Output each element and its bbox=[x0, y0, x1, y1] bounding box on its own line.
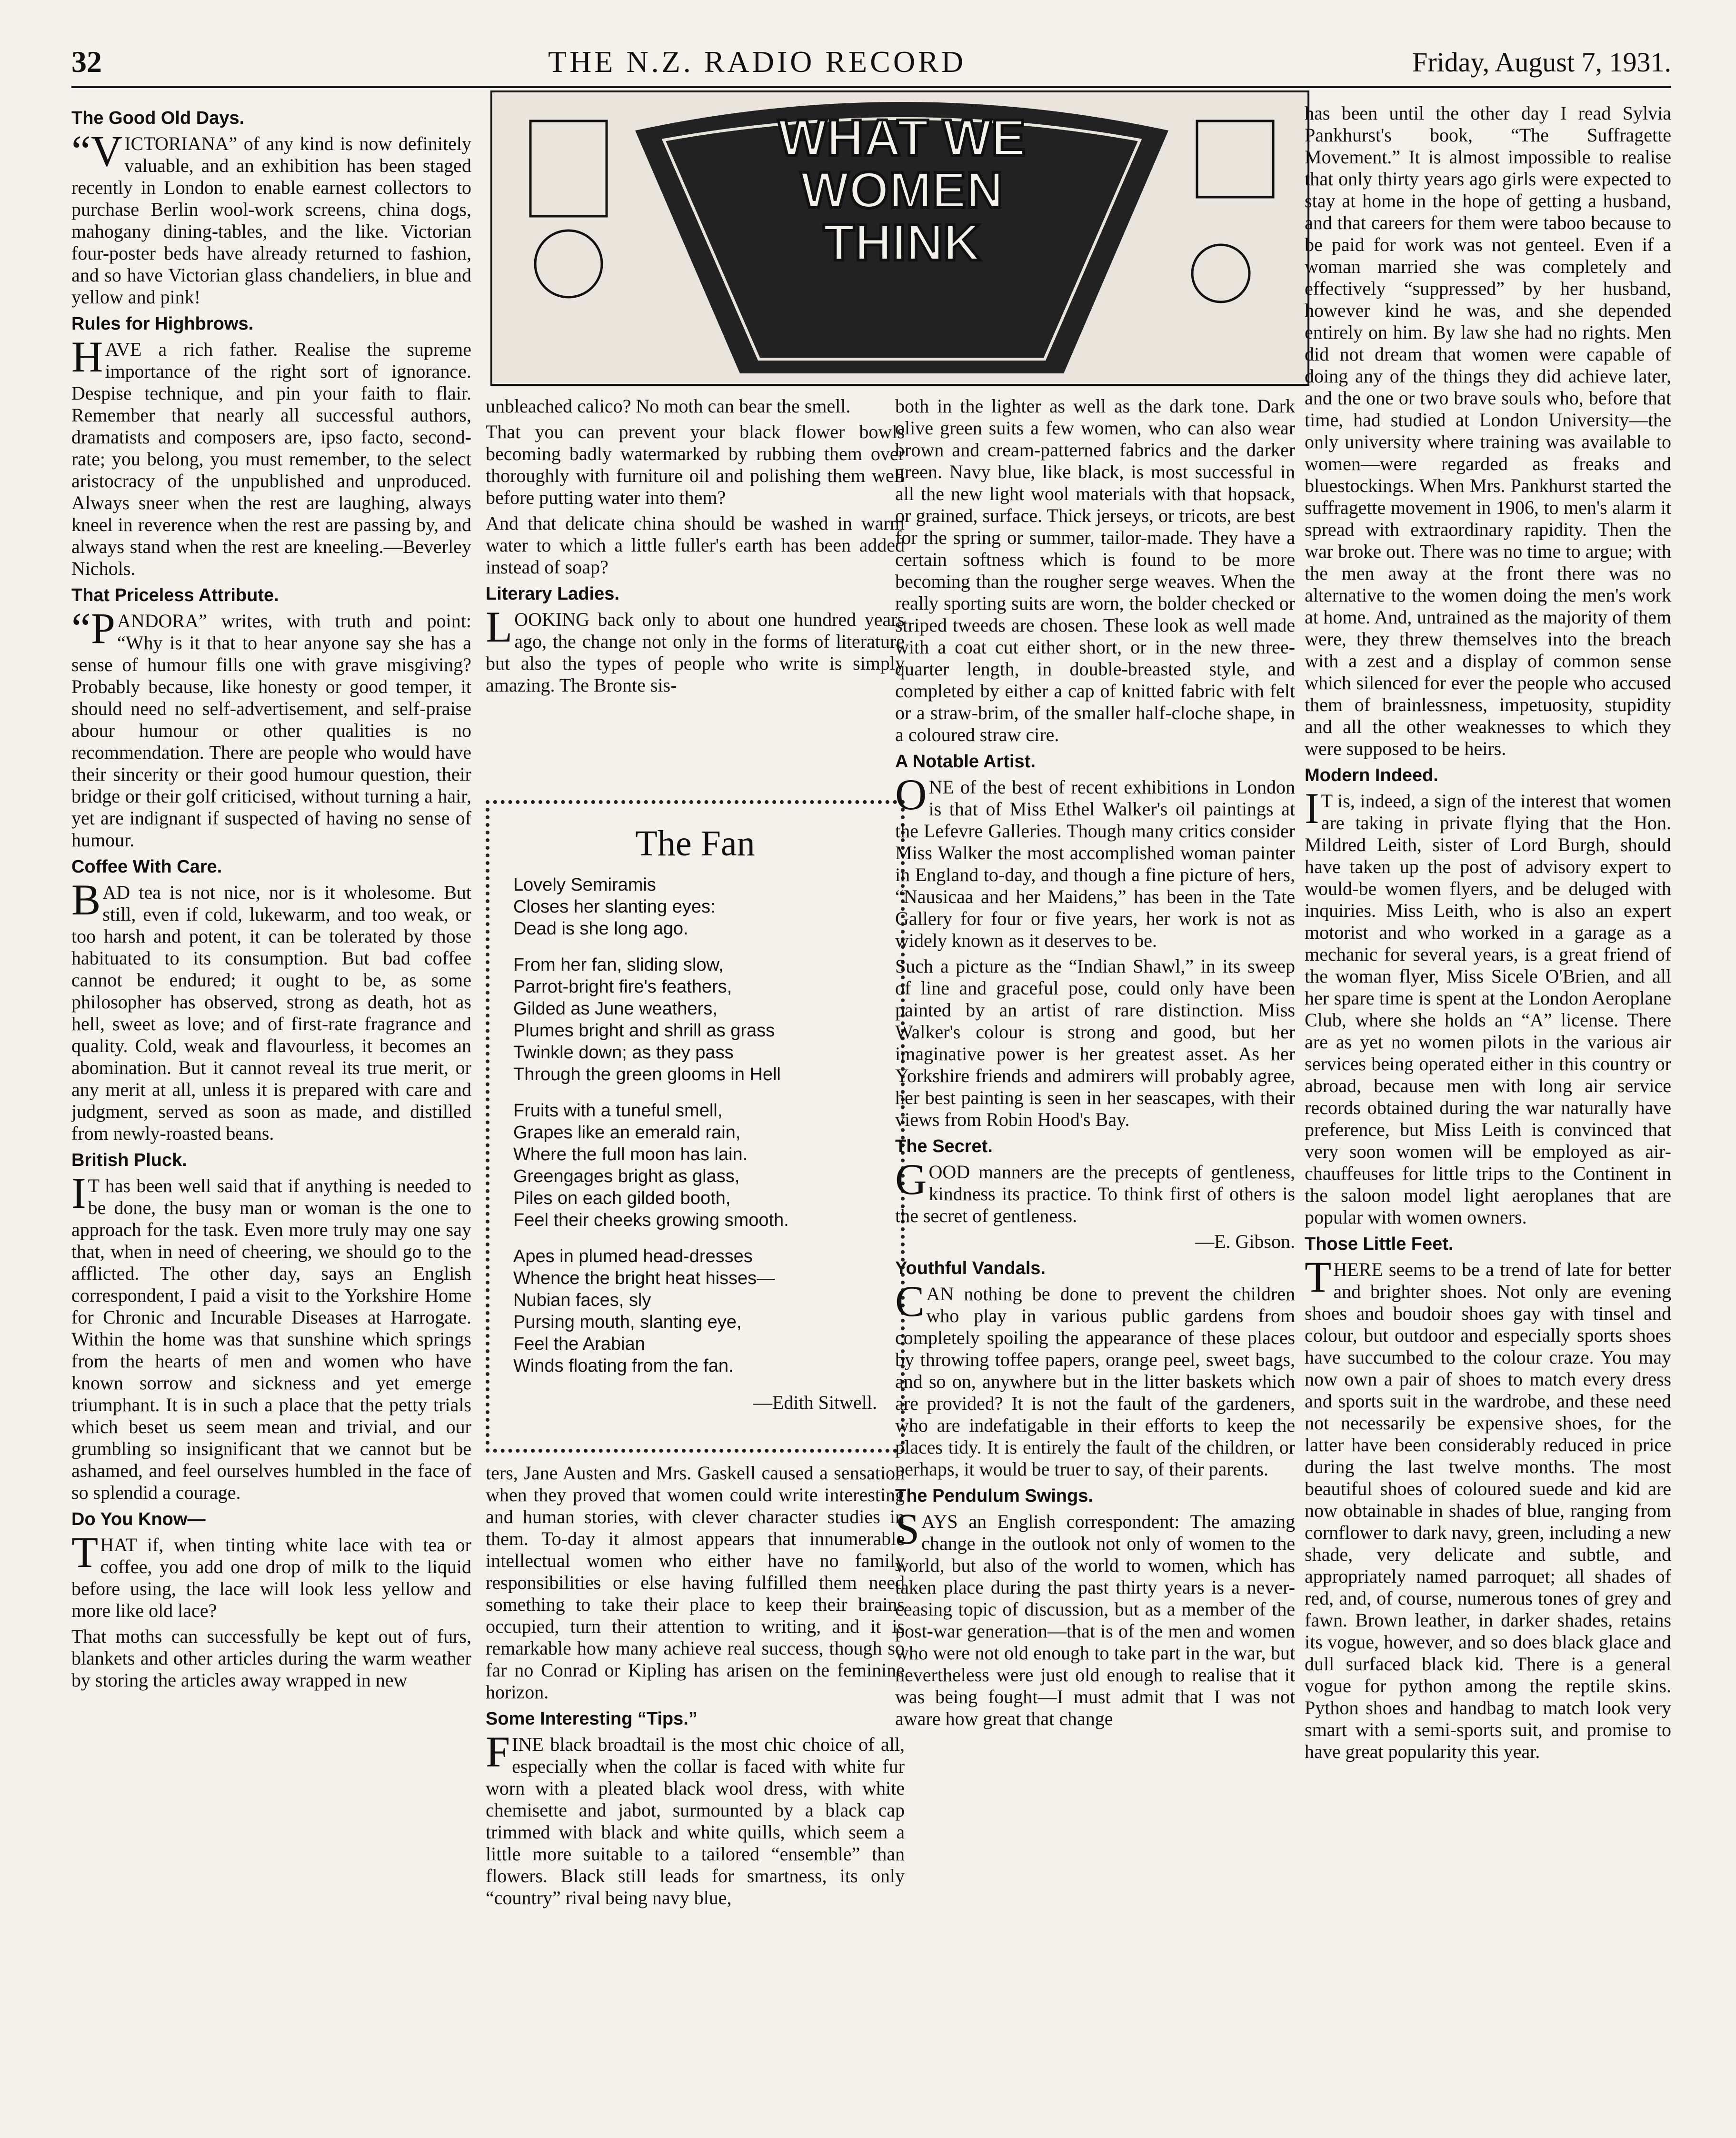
poem-stanza bbox=[513, 1245, 877, 1377]
poem-line: Apes in plumed head-dresses bbox=[513, 1246, 753, 1266]
column-4 bbox=[1305, 102, 1671, 2127]
paragraph: ters, Jane Austen and Mrs. Gaskell caused a sensation when they proved that women could write interesting and human stories, with clever character studies in them. To-day it almost appears that innumerable intellectual women who either have no family responsibilities or else having fulfilled them need something to take their place to keep their brains occupied, turn their attention to writing, and it is remarkable how many achieve real success, though so far no Conrad or Kipling has arisen on the feminine horizon. bbox=[486, 1462, 905, 1703]
paragraph: FINE black broadtail is the most chic choice of all, especially when the collar is faced with white fur worn with a pleated black wool dress, with white chemisette and jabot, surmounted by a black cap trimmed with black and white quills, which seem a little more suitable to a tailored “ensemble” than flowers. Black still leads for smartness, its only “country” rival being navy blue, bbox=[486, 1727, 905, 1908]
column-2-top bbox=[486, 395, 905, 795]
column-1 bbox=[71, 102, 471, 2127]
poem-line: Dead is she long ago. bbox=[513, 919, 688, 939]
section-heading: Coffee With Care. bbox=[71, 857, 222, 877]
section-heading: Some Interesting “Tips.” bbox=[486, 1709, 698, 1729]
page-header bbox=[71, 38, 1671, 88]
poem-stanza bbox=[513, 1100, 877, 1231]
paragraph: And that delicate china should be washed in warm water to which a little fuller's earth has been added instead of soap? bbox=[486, 512, 905, 578]
paragraph: HAVE a rich father. Realise the supreme importance of the right sort of ignorance. Despise technique, and pin your faith to flair. Remember that nearly all successful authors, dramatists and composers are, ipso facto, second-rate; you belong, you must remember, to the select aristocracy of the unpublished and unproduced. Always sneer when the rest are laughing, always kneel in reverence when the rest are passing by, and always stand when the rest are kneeling.—Beverley Nichols. bbox=[71, 332, 471, 579]
banner-title bbox=[759, 111, 1045, 359]
section-heading: A Notable Artist. bbox=[895, 752, 1036, 772]
section-heading: Modern Indeed. bbox=[1305, 765, 1438, 785]
paragraph: That moths can successfully be kept out of furs, blankets and other articles during the warm weather by storing the articles away wrapped in new bbox=[71, 1626, 471, 1691]
poem-title: The Fan bbox=[635, 823, 755, 863]
paragraph: has been until the other day I read Sylvia Pankhurst's book, “The Suffragette Movement.” It is almost impossible to realise that only thirty years ago girls were expected to stay at home in the hope of getting a husband, and that careers for them were taboo because to be paid for work was not genteel. Even if a woman married she was completely and effectively “suppressed” by her husband, however kind he was, and she depended entirely on him. By law she had no rights. Men did not dream that women were capable of doing any of the things they did achieve later, and the one or two brave souls who, before that time, had studied at London University—the only university where training was available to women—were regarded as freaks and bluestockings. When Mrs. Pankhurst started the suffragette movement in 1906, to men's alarm it spread with extraordinary rapidity. Then the war broke out. There was no time to argue; with the men away at the front there was no alternative to the women doing the men's work at home. And, untrained as the majority of them were, they threw themselves into the breach with a zest and a display of common sense which silenced for ever the people who accused them of brainlessness, impetuosity, stupidity and all the other weaknesses to which they were supposed to be heirs. bbox=[1305, 102, 1671, 759]
poem-line: Nubian faces, sly bbox=[513, 1290, 651, 1310]
section-heading: British Pluck. bbox=[71, 1150, 187, 1170]
issue-date: Friday, August 7, 1931. bbox=[1412, 46, 1671, 78]
publication-title: THE N.Z. RADIO RECORD bbox=[548, 45, 966, 79]
section-heading: The Pendulum Swings. bbox=[895, 1486, 1093, 1506]
poem-line: Whence the bright heat hisses— bbox=[513, 1268, 775, 1288]
paragraph: THERE seems to be a trend of late for better and brighter shoes. Not only are evening shoes and boudoir shoes gay with tinsel and colour, but outdoor and especially sports shoes have succumbed to the colour craze. You may now own a pair of shoes to match every dress and sports suit in the wardrobe, and these need not necessarily be expensive shoes, for the latter have been considerably reduced in price during the last twelve months. The most beautiful shoes of coloured suede and kid are now obtainable in shades of blue, ranging from cornflower to dark navy, green, including a new shade, very delicate and subtle, and appropriately named parroquet; all shades of red, and, of course, numerous tones of grey and fawn. Brown leather, in darker shades, retains its vogue, however, and so does black glace and dull surfaced black kid. There is a general vogue for python among the reptile skins. Python shoes and handbag to match look very smart with a semi-sports suit, and promise to have great popularity this year. bbox=[1305, 1253, 1671, 1762]
poem-line: Through the green glooms in Hell bbox=[513, 1064, 781, 1084]
poem-line: Closes her slanting eyes: bbox=[513, 897, 716, 917]
column-2-bottom bbox=[486, 1462, 905, 2129]
poem-line: Twinkle down; as they pass bbox=[513, 1043, 734, 1063]
poem-line: Pursing mouth, slanting eye, bbox=[513, 1312, 742, 1332]
paragraph: ONE of the best of recent exhibitions in London is that of Miss Ethel Walker's oil paintings at the Lefevre Galleries. Though many critics consider Miss Walker the most accomplished woman painter in England to-day, and though a fine picture of hers, “Nausicaa and her Maidens,” has been in the Tate Gallery for four or five years, her work is not as widely known as it deserves to be. bbox=[895, 770, 1295, 951]
poem-line: Gilded as June weathers, bbox=[513, 999, 718, 1019]
poem-line: Piles on each gilded booth, bbox=[513, 1188, 731, 1208]
section-heading: Rules for Highbrows. bbox=[71, 314, 254, 334]
column-banner-illustration bbox=[490, 90, 1309, 386]
paragraph: IT has been well said that if anything is needed to be done, the busy man or woman is the one to approach for the task. Even more truly may one say that, when in need of cheering, we should go to the afflicted. The other day, says an English correspondent, I paid a visit to the Yorkshire Home for Chronic and Incurable Diseases at Harrogate. Within the home was that sunshine which springs from the hearts of men and women who have known sorrow and sickness and yet emerge triumphant. It is in such a place that the petty trials which beset us seem mean and trivial, and our grumbling so insignificant that we cannot but be ashamed, and feel ourselves humbled in the face of so splendid a courage. bbox=[71, 1169, 471, 1503]
poem-stanza bbox=[513, 954, 877, 1085]
poem-line: Parrot-bright fire's feathers, bbox=[513, 977, 732, 997]
section-heading: That Priceless Attribute. bbox=[71, 585, 279, 605]
poem-body bbox=[513, 874, 877, 1377]
paragraph: “PANDORA” writes, with truth and point: “Why is it that to hear anyone say she has a sense of humour fills one with grave misgiving? Probably because, like honesty or good temper, it should need no self-advertisement, and self-praise abour humour or other qualities is no recommendation. There are people who would have their sincerity or their good humour question, their bridge or their golf criticised, without turning a hair, yet are indignant if suspected of having no sense of humour. bbox=[71, 604, 471, 851]
paragraph: “VICTORIANA” of any kind is now definitely valuable, and an exhibition has been staged recently in London to enable earnest collectors to purchase Berlin wool-work screens, china dogs, mahogany dining-tables, and the like. Victorian four-poster beds have already returned to fashion, and so have Victorian glass chandeliers, in blue and yellow and pink! bbox=[71, 127, 471, 308]
poem-line: Lovely Semiramis bbox=[513, 875, 656, 895]
poem-line: Fruits with a tuneful smell, bbox=[513, 1101, 723, 1121]
banner-title-line-1: WHAT WE bbox=[778, 109, 1026, 166]
section-heading: Youthful Vandals. bbox=[895, 1258, 1046, 1278]
poem-line: Feel the Arabian bbox=[513, 1334, 645, 1354]
poem-line: Feel their cheeks growing smooth. bbox=[513, 1210, 789, 1230]
section-heading: Do You Know— bbox=[71, 1509, 206, 1529]
paragraph: IT is, indeed, a sign of the interest that women are taking in private flying that the Hon. Mildred Leith, sister of Lord Burgh, should have taken up the post of advisory expert to would-be women flyers, and be deluged with inquiries. Miss Leith, who is also an expert motorist and who worked in a garage as a mechanic for several years, is a great friend of the woman flyer, Miss Sicele O'Brien, and all her spare time is spent at the London Aeroplane Club, where she holds an “A” license. There are as yet no women pilots in the various air services being operated either in this country or abroad, because men with long air service records obtained during the war naturally have preference, but Miss Leith is convinced that very soon women will be employed as air-chauffeuses for little trips to the Continent in the saloon model light aeroplanes that are popular with women owners. bbox=[1305, 784, 1671, 1228]
poem-line: Grapes like an emerald rain, bbox=[513, 1123, 741, 1143]
paragraph: BAD tea is not nice, nor is it wholesome. But still, even if cold, lukewarm, and too weak, or too harsh and potent, it can be tolerated by those habituated to its consumption. But bad coffee cannot be endured; it ought to be, as some philosopher has observed, strong as death, hot as hell, sweet as love; and of first-rate fragrance and quality. Cold, weak and flavourless, it becomes an abomination. But it cannot reveal its true merit, or any merit at all, unless it is prepared with care and judgment, served as soon as made, and distilled from newly-roasted beans. bbox=[71, 875, 471, 1144]
paragraph: CAN nothing be done to prevent the children who play in various public gardens from completely spoiling the appearance of these places by throwing toffee papers, orange peel, sweet bags, and so on, anywhere but in the litter baskets which are provided? It is not the fault of the gardeners, who are indefatigable in their efforts to keep the places tidy. It is entirely the fault of the children, or perhaps, it would be truer to say, of their parents. bbox=[895, 1277, 1295, 1480]
paragraph: GOOD manners are the precepts of gentleness, kindness its practice. To think first of others is the secret of gentleness. bbox=[895, 1155, 1295, 1226]
paragraph: THAT if, when tinting white lace with tea or coffee, you add one drop of milk to the liquid before using, the lace will look less yellow and more like old lace? bbox=[71, 1528, 471, 1621]
paragraph: —E. Gibson. bbox=[1195, 1231, 1295, 1252]
paragraph: LOOKING back only to about one hundred years ago, the change not only in the forms of literature but also the types of people who write is simply amazing. The Bronte sis- bbox=[486, 602, 905, 696]
column-3 bbox=[895, 395, 1295, 2129]
poem-box bbox=[486, 800, 905, 1453]
paragraph: That you can prevent your black flower bowls becoming badly watermarked by rubbing them over thoroughly with furniture oil and polishing them well before putting water into them? bbox=[486, 421, 905, 508]
banner-title-line-2: WOMEN bbox=[800, 161, 1003, 219]
poem-line: From her fan, sliding slow, bbox=[513, 955, 724, 975]
poem-stanza bbox=[513, 874, 877, 940]
paragraph: both in the lighter as well as the dark tone. Dark olive green suits a few women, who can also wear brown and cream-patterned fabrics and the darker green. Navy blue, like black, is most successful in all the new light wool materials with that hopsack, or grained, surface. Thick jerseys, or tricots, are best for the spring or summer, tailor-made. They have a certain softness which is found to be more becoming than the rougher serge weaves. When the really sporting suits are worn, the bolder checked or striped tweeds are chosen. These look as well made with a coat cut either short, or in the new three-quarter length, in double-breasted style, and completed by either a cap of knitted fabric with felt or a straw-brim, of the smaller half-cloche shape, in a coloured straw cire. bbox=[895, 395, 1295, 745]
poem-line: Plumes bright and shrill as grass bbox=[513, 1021, 775, 1041]
section-heading: Literary Ladies. bbox=[486, 584, 619, 604]
paragraph: unbleached calico? No moth can bear the smell. bbox=[486, 395, 851, 417]
section-heading: Those Little Feet. bbox=[1305, 1234, 1454, 1254]
paragraph: SAYS an English correspondent: The amazing change in the outlook not only of women to the world, but also of the world to women, which has taken place during the past thirty years is a never-ceasing topic of discussion, but as a member of the post-war generation—that is of the men and women who were not old enough to take part in the war, but nevertheless were just old enough to realise that it was being fought—I must admit that I was not aware how great that change bbox=[895, 1505, 1295, 1729]
paragraph: Such a picture as the “Indian Shawl,” in its sweep of line and graceful pose, could only have been painted by an artist of rare distinction. Miss Walker's colour is strong and good, but her imaginative power is her greatest asset. As her Yorkshire friends and admirers will probably agree, her best painting is seen in her seascapes, with their views from Robin Hood's Bay. bbox=[895, 955, 1295, 1130]
poem-line: Greengages bright as glass, bbox=[513, 1166, 740, 1186]
banner-title-line-3: THINK bbox=[823, 213, 980, 271]
section-heading: The Good Old Days. bbox=[71, 108, 245, 128]
section-heading: The Secret. bbox=[895, 1136, 993, 1156]
poem-line: Where the full moon has lain. bbox=[513, 1144, 748, 1164]
page-number: 32 bbox=[71, 45, 102, 79]
poem-line: Winds floating from the fan. bbox=[513, 1356, 734, 1376]
poem-author: —Edith Sitwell. bbox=[753, 1392, 877, 1413]
